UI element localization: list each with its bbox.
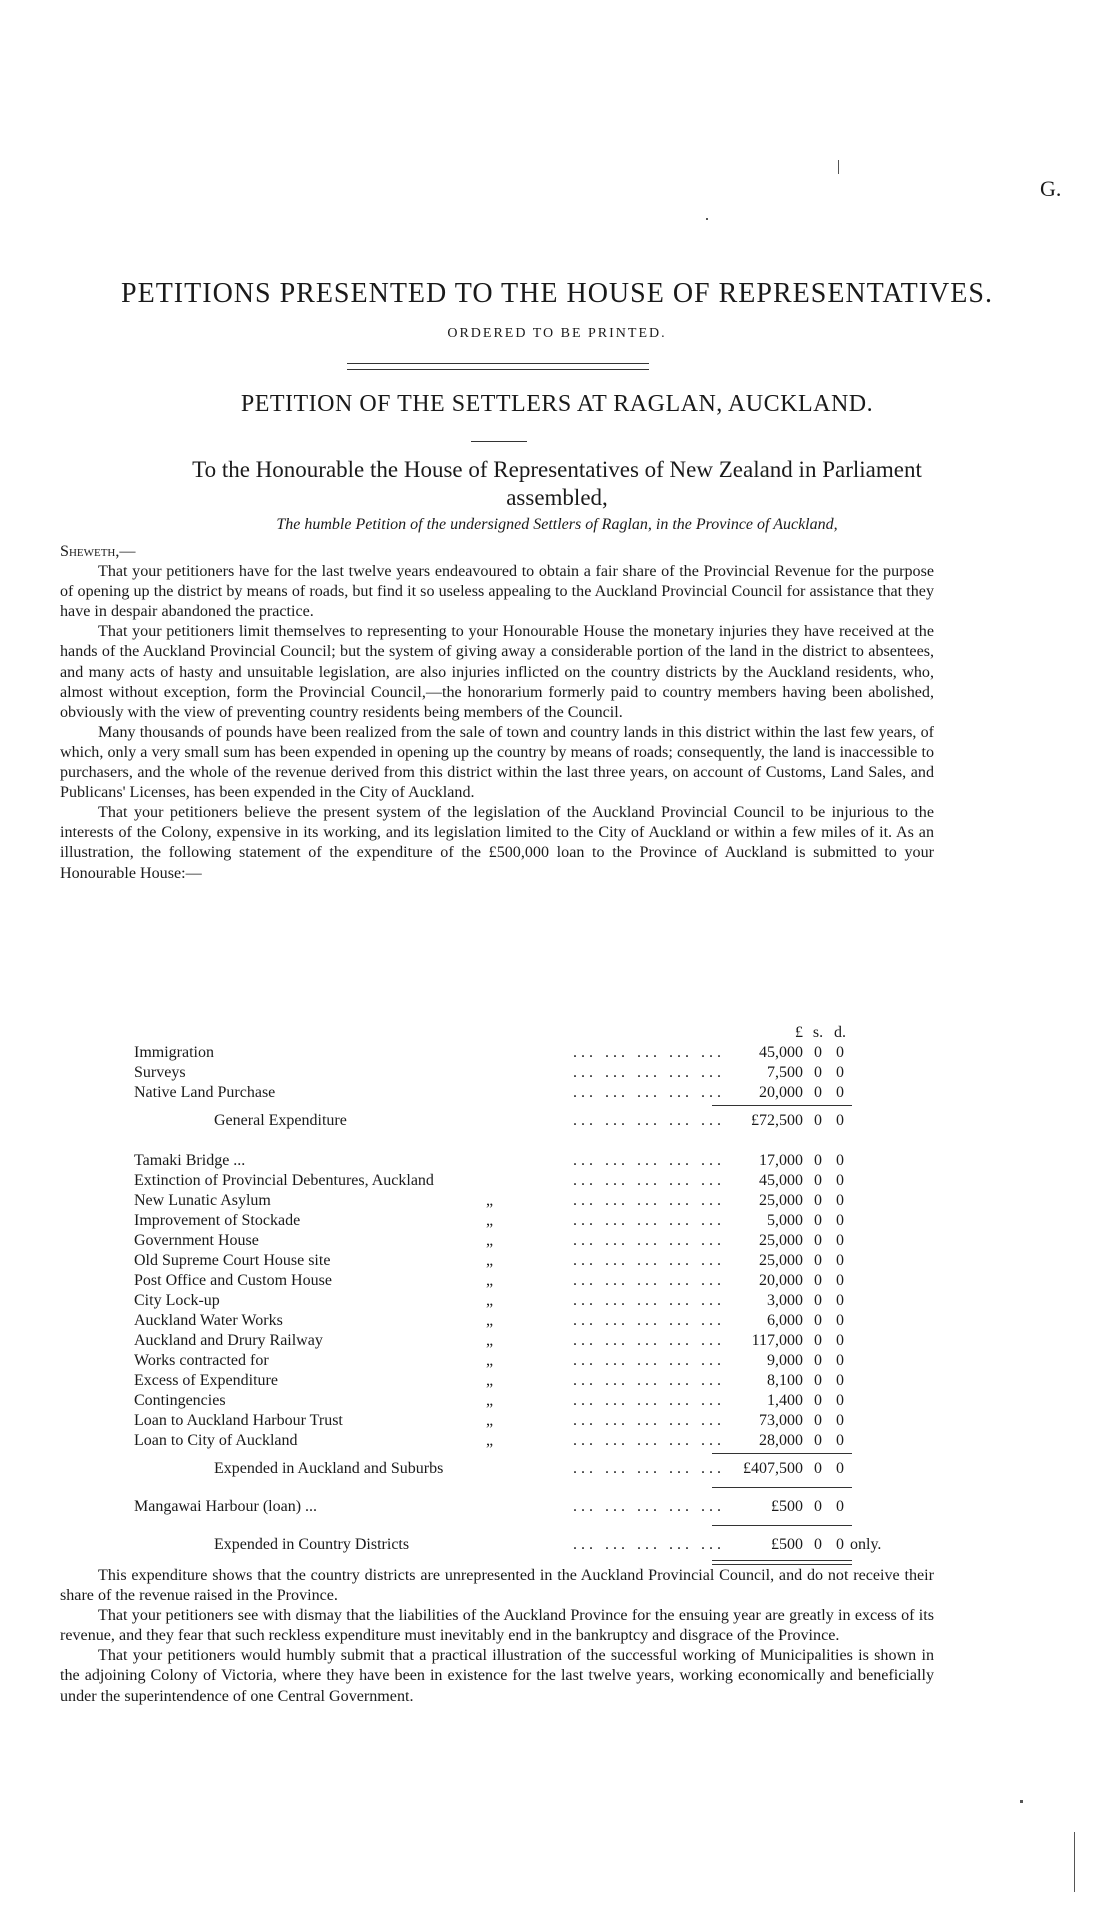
expenditure-item: Old Supreme Court House site bbox=[134, 1252, 331, 1269]
amount-pounds: £72,500 bbox=[751, 1112, 803, 1129]
expenditure-row bbox=[0, 1192, 1114, 1212]
amount-shillings: 0 bbox=[814, 1372, 822, 1389]
petition-title: PETITION OF THE SETTLERS AT RAGLAN, AUCKLAND. bbox=[240, 391, 874, 417]
scan-speck bbox=[1074, 1832, 1075, 1892]
expenditure-row bbox=[0, 1332, 1114, 1352]
amount-pounds: 25,000 bbox=[759, 1192, 803, 1209]
amount-pence: 0 bbox=[836, 1352, 844, 1369]
expenditure-item: Excess of Expenditure bbox=[134, 1372, 278, 1389]
auckland-total-row bbox=[0, 1460, 1114, 1480]
amount-pounds: 45,000 bbox=[759, 1172, 803, 1189]
expenditure-item: Auckland and Drury Railway bbox=[134, 1332, 323, 1349]
pounds-column-header: £ bbox=[795, 1024, 803, 1041]
amount-pounds: 73,000 bbox=[759, 1412, 803, 1429]
amount-pence: 0 bbox=[836, 1172, 844, 1189]
expenditure-item: Tamaki Bridge ... bbox=[134, 1152, 246, 1169]
leader-dots: ... ... ... ... ... bbox=[573, 1498, 725, 1515]
expenditure-row bbox=[0, 1412, 1114, 1432]
ditto-mark: „ bbox=[486, 1272, 494, 1289]
scan-speck bbox=[838, 160, 839, 174]
amount-shillings: 0 bbox=[814, 1192, 822, 1209]
expenditure-header bbox=[0, 1024, 1114, 1044]
ditto-mark: „ bbox=[486, 1412, 494, 1429]
leader-dots: ... ... ... ... ... bbox=[573, 1292, 725, 1309]
leader-dots: ... ... ... ... ... bbox=[573, 1332, 725, 1349]
paragraph: That your petitioners would humbly submit that a practical illustration of the successful working of Municipalities is shown in the adjoining Colony of Victoria, where they have been in existence for the last twelve years, working economically and beneficially under the superintendence of one Central Government. bbox=[60, 1647, 934, 1705]
sum-rule bbox=[712, 1525, 852, 1526]
expenditure-row bbox=[0, 1312, 1114, 1332]
amount-pounds: 20,000 bbox=[759, 1272, 803, 1289]
amount-shillings: 0 bbox=[814, 1498, 822, 1515]
expenditure-item: New Lunatic Asylum bbox=[134, 1192, 271, 1209]
expenditure-item: Surveys bbox=[134, 1064, 186, 1081]
ordered-to-be-printed: ORDERED TO BE PRINTED. bbox=[447, 326, 667, 341]
sheweth: Sheweth,— bbox=[60, 543, 136, 560]
leader-dots: ... ... ... ... ... bbox=[573, 1112, 725, 1129]
scan-speck bbox=[1020, 1800, 1023, 1803]
leader-dots: ... ... ... ... ... bbox=[573, 1232, 725, 1249]
expenditure-item: General Expenditure bbox=[214, 1112, 347, 1129]
expenditure-row bbox=[0, 1152, 1114, 1172]
leader-dots: ... ... ... ... ... bbox=[573, 1152, 725, 1169]
address bbox=[0, 456, 1114, 512]
leader-dots: ... ... ... ... ... bbox=[573, 1432, 725, 1449]
amount-pence: 0 bbox=[836, 1312, 844, 1329]
double-sum-rule bbox=[712, 1564, 852, 1565]
expenditure-item: Improvement of Stockade bbox=[134, 1212, 301, 1229]
expenditure-item: Expended in Country Districts bbox=[214, 1536, 410, 1553]
leader-dots: ... ... ... ... ... bbox=[573, 1192, 725, 1209]
amount-pence: 0 bbox=[836, 1412, 844, 1429]
leader-dots: ... ... ... ... ... bbox=[573, 1372, 725, 1389]
amount-pounds: 25,000 bbox=[759, 1232, 803, 1249]
leader-dots: ... ... ... ... ... bbox=[573, 1272, 725, 1289]
ditto-mark: „ bbox=[486, 1252, 494, 1269]
expenditure-item: Contingencies bbox=[134, 1392, 226, 1409]
amount-pounds: 20,000 bbox=[759, 1084, 803, 1101]
amount-pounds: 8,100 bbox=[767, 1372, 803, 1389]
paragraph: That your petitioners believe the present system of the legislation of the Auckland Provincial Council to be injurious to the interests of the Colony, expensive in its working, and its legislation limited to the City of Auckland or within a few miles of it. As an illustration, the following statement of the expenditure of the £500,000 loan to the Province of Auckland is submitted to your Honourable House:— bbox=[60, 804, 934, 882]
address-line-2: assembled, bbox=[506, 485, 608, 510]
ditto-mark: „ bbox=[486, 1432, 494, 1449]
ditto-mark: „ bbox=[486, 1212, 494, 1229]
expenditure-item: Immigration bbox=[134, 1044, 214, 1061]
shillings-column-header: s. bbox=[812, 1024, 824, 1041]
ditto-mark: „ bbox=[486, 1352, 494, 1369]
mangawai-row bbox=[0, 1498, 1114, 1518]
amount-shillings: 0 bbox=[814, 1332, 822, 1349]
leader-dots: ... ... ... ... ... bbox=[573, 1352, 725, 1369]
expenditure-item: Loan to City of Auckland bbox=[134, 1432, 298, 1449]
ditto-mark: „ bbox=[486, 1392, 494, 1409]
amount-pence: 0 bbox=[836, 1372, 844, 1389]
amount-pence: 0 bbox=[836, 1112, 844, 1129]
leader-dots: ... ... ... ... ... bbox=[573, 1172, 725, 1189]
amount-pounds: 3,000 bbox=[767, 1292, 803, 1309]
amount-pence: 0 bbox=[836, 1084, 844, 1101]
expenditure-item: Post Office and Custom House bbox=[134, 1272, 332, 1289]
amount-pounds: 45,000 bbox=[759, 1044, 803, 1061]
leader-dots: ... ... ... ... ... bbox=[573, 1392, 725, 1409]
double-rule bbox=[347, 363, 649, 370]
leader-dots: ... ... ... ... ... bbox=[573, 1312, 725, 1329]
expenditure-row bbox=[0, 1392, 1114, 1412]
amount-pounds: £407,500 bbox=[743, 1460, 803, 1477]
amount-pounds: 17,000 bbox=[759, 1152, 803, 1169]
amount-shillings: 0 bbox=[814, 1232, 822, 1249]
double-sum-rule bbox=[712, 1560, 852, 1561]
expenditure-row bbox=[0, 1212, 1114, 1232]
amount-shillings: 0 bbox=[814, 1412, 822, 1429]
expenditure-row bbox=[0, 1252, 1114, 1272]
expenditure-item: Loan to Auckland Harbour Trust bbox=[134, 1412, 343, 1429]
page-letter: G. bbox=[1040, 176, 1062, 201]
amount-shillings: 0 bbox=[814, 1252, 822, 1269]
amount-pence: 0 bbox=[836, 1044, 844, 1061]
amount-pence: 0 bbox=[836, 1272, 844, 1289]
amount-shillings: 0 bbox=[814, 1172, 822, 1189]
expenditure-row bbox=[0, 1292, 1114, 1312]
leader-dots: ... ... ... ... ... bbox=[573, 1252, 725, 1269]
expenditure-row bbox=[0, 1044, 1114, 1064]
expenditure-item: Native Land Purchase bbox=[134, 1084, 276, 1101]
amount-pence: 0 bbox=[836, 1252, 844, 1269]
leader-dots: ... ... ... ... ... bbox=[573, 1212, 725, 1229]
amount-pence: 0 bbox=[836, 1152, 844, 1169]
ditto-mark: „ bbox=[486, 1372, 494, 1389]
amount-shillings: 0 bbox=[814, 1312, 822, 1329]
amount-shillings: 0 bbox=[814, 1352, 822, 1369]
expenditure-item: Expended in Auckland and Suburbs bbox=[214, 1460, 444, 1477]
paragraph: That your petitioners limit themselves to representing to your Honourable House the monetary injuries they have received at the hands of the Auckland Provincial Council; but the system of giving away a considerable portion of the land in the district to absentees, and many acts of hasty and unsuitable legislation, are also injuries inflicted on the country districts by the Auckland residents, who, almost without exception, form the Provincial Council,—the honorarium formerly paid to country members having been abolished, obviously with the view of preventing country residents being members of the Council. bbox=[60, 623, 934, 721]
amount-pence: 0 bbox=[836, 1212, 844, 1229]
amount-pence: 0 bbox=[836, 1536, 844, 1553]
leader-dots: ... ... ... ... ... bbox=[573, 1412, 725, 1429]
amount-shillings: 0 bbox=[814, 1392, 822, 1409]
amount-shillings: 0 bbox=[814, 1460, 822, 1477]
amount-pence: 0 bbox=[836, 1192, 844, 1209]
paragraph: That your petitioners have for the last twelve years endeavoured to obtain a fair share of the Provincial Revenue for the purpose of opening up the district by means of roads, but find it so useless appealing to the Auckland Provincial Council for assistance that they have in despair abandoned the practice. bbox=[60, 563, 934, 621]
amount-shillings: 0 bbox=[814, 1292, 822, 1309]
ditto-mark: „ bbox=[486, 1312, 494, 1329]
amount-shillings: 0 bbox=[814, 1044, 822, 1061]
expenditure-row bbox=[0, 1272, 1114, 1292]
amount-pounds: 117,000 bbox=[751, 1332, 803, 1349]
amount-pounds: 9,000 bbox=[767, 1352, 803, 1369]
expenditure-row bbox=[0, 1084, 1114, 1104]
ditto-mark: „ bbox=[486, 1232, 494, 1249]
paragraph: That your petitioners see with dismay that the liabilities of the Auckland Province for the ensuing year are greatly in excess of its revenue, and they fear that such reckless expenditure must inevitably end in the bankruptcy and disgrace of the Province. bbox=[60, 1607, 934, 1645]
general-expenditure-row bbox=[0, 1112, 1114, 1132]
leader-dots: ... ... ... ... ... bbox=[573, 1064, 725, 1081]
amount-pounds: 25,000 bbox=[759, 1252, 803, 1269]
amount-pounds: 5,000 bbox=[767, 1212, 803, 1229]
petition-body-top bbox=[60, 542, 934, 884]
title-rule bbox=[471, 441, 527, 442]
amount-shillings: 0 bbox=[814, 1212, 822, 1229]
amount-pounds: £500 bbox=[771, 1498, 803, 1515]
amount-pounds: £500 bbox=[771, 1536, 803, 1553]
ditto-mark: „ bbox=[486, 1192, 494, 1209]
leader-dots: ... ... ... ... ... bbox=[573, 1536, 725, 1553]
sum-rule bbox=[712, 1487, 852, 1488]
amount-pence: 0 bbox=[836, 1392, 844, 1409]
amount-shillings: 0 bbox=[814, 1536, 822, 1553]
main-title: PETITIONS PRESENTED TO THE HOUSE OF REPRESENTATIVES. bbox=[121, 278, 993, 309]
amount-pence: 0 bbox=[836, 1498, 844, 1515]
expenditure-row bbox=[0, 1064, 1114, 1084]
amount-shillings: 0 bbox=[814, 1152, 822, 1169]
amount-shillings: 0 bbox=[814, 1112, 822, 1129]
paragraph: Many thousands of pounds have been realized from the sale of town and country lands in this district within the last few years, of which, only a very small sum has been expended in opening up the country by means of roads; consequently, the land is inaccessible to purchasers, and the whole of the revenue derived from this district within the last three years, on account of Customs, Land Sales, and Publicans' Licenses, has been expended in the City of Auckland. bbox=[60, 723, 934, 802]
expenditure-item: City Lock-up bbox=[134, 1292, 220, 1309]
sum-rule bbox=[712, 1105, 852, 1106]
amount-shillings: 0 bbox=[814, 1064, 822, 1081]
expenditure-item: Mangawai Harbour (loan) ... bbox=[134, 1498, 318, 1515]
expenditure-row bbox=[0, 1432, 1114, 1452]
scan-speck bbox=[706, 218, 708, 220]
country-total-row bbox=[0, 1536, 1114, 1556]
expenditure-row bbox=[0, 1172, 1114, 1192]
expenditure-item: Extinction of Provincial Debentures, Auckland bbox=[134, 1172, 434, 1189]
leader-dots: ... ... ... ... ... bbox=[573, 1084, 725, 1101]
sum-rule bbox=[712, 1453, 852, 1454]
leader-dots: ... ... ... ... ... bbox=[573, 1460, 725, 1477]
amount-pence: 0 bbox=[836, 1432, 844, 1449]
address-line-1: To the Honourable the House of Representatives of New Zealand in Parliament bbox=[192, 457, 922, 482]
petition-body-bottom bbox=[60, 1566, 934, 1707]
ditto-mark: „ bbox=[486, 1332, 494, 1349]
amount-shillings: 0 bbox=[814, 1272, 822, 1289]
amount-pounds: 1,400 bbox=[767, 1392, 803, 1409]
expenditure-row bbox=[0, 1232, 1114, 1252]
amount-suffix: only. bbox=[850, 1536, 882, 1553]
expenditure-item: Government House bbox=[134, 1232, 259, 1249]
expenditure-row bbox=[0, 1372, 1114, 1392]
amount-shillings: 0 bbox=[814, 1432, 822, 1449]
expenditure-item: Auckland Water Works bbox=[134, 1312, 283, 1329]
amount-pence: 0 bbox=[836, 1232, 844, 1249]
paragraph: This expenditure shows that the country districts are unrepresented in the Auckland Provincial Council, and do not receive their share of the revenue raised in the Province. bbox=[60, 1567, 934, 1605]
amount-pounds: 28,000 bbox=[759, 1432, 803, 1449]
amount-pence: 0 bbox=[836, 1460, 844, 1477]
amount-pence: 0 bbox=[836, 1292, 844, 1309]
ditto-mark: „ bbox=[486, 1292, 494, 1309]
expenditure-item: Works contracted for bbox=[134, 1352, 269, 1369]
pence-column-header: d. bbox=[834, 1024, 846, 1041]
humble-petition-line: The humble Petition of the undersigned Settlers of Raglan, in the Province of Auckland, bbox=[276, 516, 838, 533]
amount-pounds: 7,500 bbox=[767, 1064, 803, 1081]
amount-shillings: 0 bbox=[814, 1084, 822, 1101]
amount-pence: 0 bbox=[836, 1064, 844, 1081]
expenditure-row bbox=[0, 1352, 1114, 1372]
leader-dots: ... ... ... ... ... bbox=[573, 1044, 725, 1061]
amount-pence: 0 bbox=[836, 1332, 844, 1349]
amount-pounds: 6,000 bbox=[767, 1312, 803, 1329]
